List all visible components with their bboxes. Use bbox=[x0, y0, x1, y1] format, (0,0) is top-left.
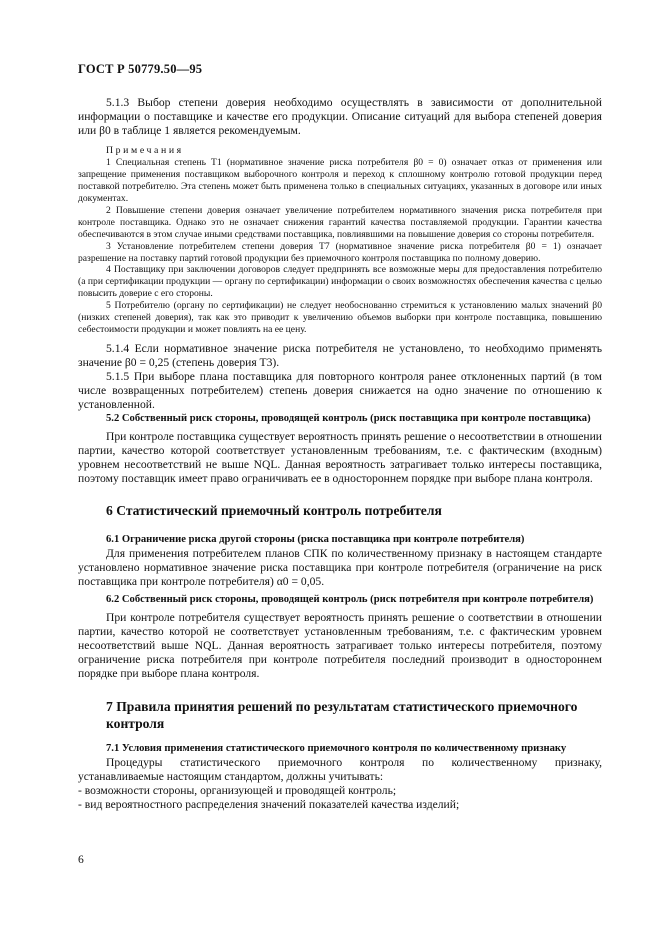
paragraph-6-1: Для применения потребителем планов СПК по количественному признаку в настоящем стандарте установлено нормативное значение риска поставщика при контроле потребителя (ограничение на риск поставщика при контроле потребителя) α0 = 0,05. bbox=[78, 546, 602, 588]
heading-6-2: 6.2 Собственный риск стороны, проводящей контроль (риск потребителя при контроле потребителя) bbox=[106, 594, 594, 605]
paragraph-5-1-5: 5.1.5 При выборе плана поставщика для повторного контроля ранее отклоненных партий (в том числе возвращенных потребителем) степень доверия снижается на одно значение по отношению к установленной. bbox=[78, 370, 602, 412]
section-7-title: 7 Правила принятия решений по результатам статистического приемочного контроля bbox=[106, 699, 578, 731]
paragraph-5-2: При контроле поставщика существует вероятность принять решение о несоответствии в отношении партии, качество которой соответствует установленным требованиям, т.е. с фактическим (входным) уровнем несоответствий не выше NQL. Данная вероятность затрагивает только интересы поставщика, поэтому поставщик имеет право ограничивать ее в одностороннем порядке при выборе плана контроля. bbox=[78, 430, 602, 486]
note-4: 4 Поставщику при заключении договоров следует предпринять все возможные меры для предоставления потребителю (а при сертификации продукции — органу по сертификации) информации о своих возможностях обеспечения качества с целью повысить доверие с его стороны. bbox=[78, 264, 602, 300]
heading-5-2: 5.2 Собственный риск стороны, проводящей контроль (риск поставщика при контроле поставщика) bbox=[106, 413, 591, 425]
paragraph-6-2: При контроле потребителя существует вероятность принять решение о соответствии в отношении партии, качество которой не соответствует установленным требованиям, т.е. с фактическим уровнем несоответствий выше NQL. Данная вероятность затрагивает только интересы потребителя, поэтому ограничение риска потребителя при контроле потребителя последний производит в одностороннем порядке при выборе плана контроля. bbox=[78, 610, 602, 681]
page-header: ГОСТ Р 50779.50—95 bbox=[78, 62, 203, 76]
section-6-title: 6 Статистический приемочный контроль потребителя bbox=[106, 502, 442, 518]
heading-7-1: 7.1 Условия применения статистического приемочного контроля по количественному признаку bbox=[106, 743, 567, 755]
page-number: 6 bbox=[78, 853, 84, 866]
paragraph-5-1-3: 5.1.3 Выбор степени доверия необходимо осуществлять в зависимости от дополнительной информации о поставщике и качестве его продукции. Описание ситуаций для выбора степеней доверия или β0 в таблице 1 является рекомендуемым. bbox=[78, 96, 602, 138]
paragraph-7-1: Процедуры статистического приемочного контроля по количественному признаку, устанавливаемые настоящим стандартом, должны учитывать: bbox=[78, 755, 602, 783]
note-3: 3 Установление потребителем степени доверия Т7 (нормативное значение риска потребителя β0 = 1) означает разрешение на поставку партий готовой продукции без приемочного контроля поставщика по полному доверию. bbox=[78, 240, 602, 264]
note-1: 1 Специальная степень Т1 (нормативное значение риска потребителя β0 = 0) означает отказ от применения или запрещение применения поставщиком выборочного контроля и переход к сплошному контролю готовой продукции перед поставкой потребителю. Эта степень может быть применена только в специальных ситуациях, указанных в договоре или иных документах. bbox=[78, 157, 602, 204]
list-item: - возможности стороны, организующей и проводящей контроль; bbox=[78, 784, 397, 798]
heading-6-1: 6.1 Ограничение риска другой стороны (риска поставщика при контроле потребителя) bbox=[106, 533, 525, 545]
list-item: - вид вероятностного распределения значений показателей качества изделий; bbox=[78, 798, 460, 812]
page-body bbox=[78, 96, 602, 812]
paragraph-5-1-4: 5.1.4 Если нормативное значение риска потребителя не установлено, то необходимо применять значение β0 = 0,25 (степень доверия Т3). bbox=[78, 341, 602, 369]
notes-heading: Примечания bbox=[106, 145, 184, 157]
note-2: 2 Повышение степени доверия означает увеличение потребителем нормативного значения риска потребителя при контроле поставщика. Однако это не означает снижения гарантий качества поставляемой продукции. Гарантии качества обеспечиваются в этом случае иными средствами поставщика, повлиявшими на повышение доверия со стороны потребителя. bbox=[78, 204, 602, 240]
note-5: 5 Потребителю (органу по сертификации) не следует необоснованно стремиться к установлению малых значений β0 (низких степеней доверия), так как это приводит к увеличению объемов выборки при контроле поставщика, повышению себестоимости продукции и может повлиять на ее цену. bbox=[78, 300, 602, 335]
